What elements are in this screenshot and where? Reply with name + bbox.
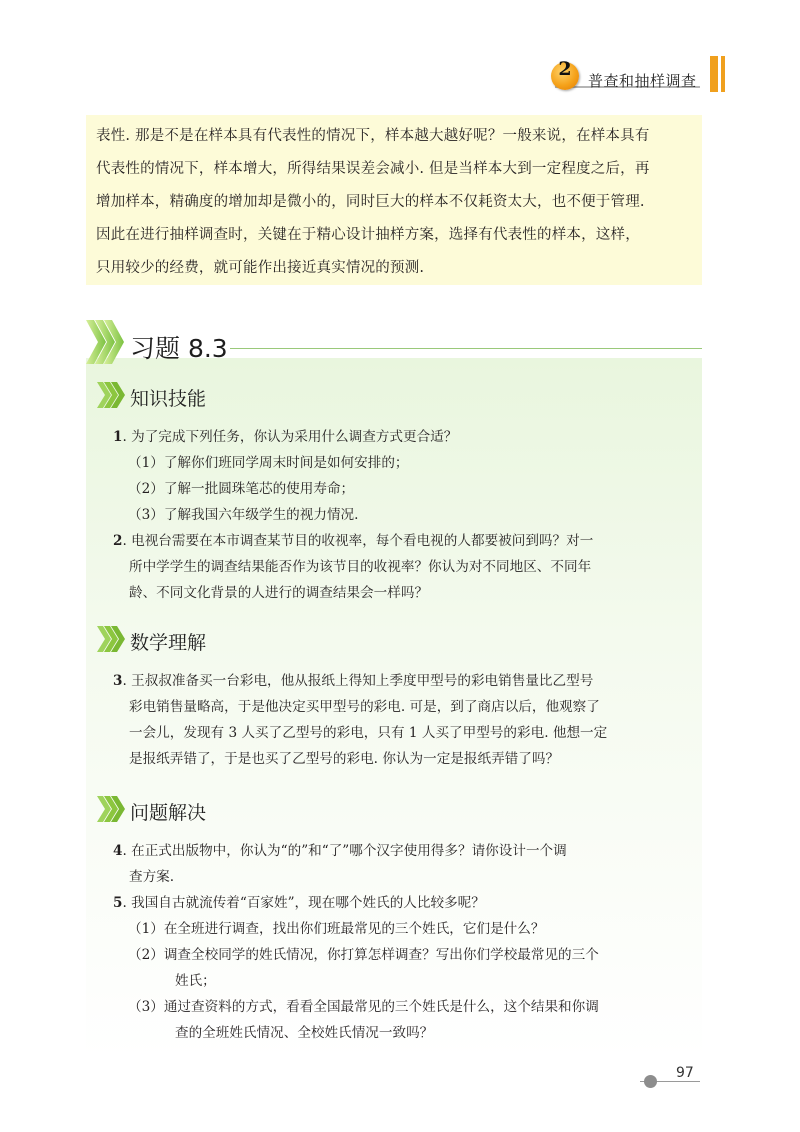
question-text: 为了完成下列任务，你认为采用什么调查方式更合适？: [131, 429, 458, 445]
question-text: 我国自古就流传着“百家姓”，现在哪个姓氏的人比较多呢？: [131, 895, 485, 911]
sub-question: （2）了解一批圆珠笔芯的使用寿命；: [128, 481, 355, 497]
question-text-continued: 一会儿，发现有 3 人买了乙型号的彩电，只有 1 人买了甲型号的彩电. 他想一定: [129, 725, 608, 741]
intro-paragraph: [96, 120, 696, 285]
sub-question: （1）在全班进行调查，找出你们班最常见的三个姓氏，它们是什么？: [128, 921, 545, 937]
intro-line: 增加样本，精确度的增加却是微小的，同时巨大的样本不仅耗资太大，也不便于管理.: [96, 194, 645, 210]
exercise-title: 习题 8.3: [130, 334, 228, 363]
page-dot-icon: [644, 1075, 657, 1088]
sub-question: （2）调查全校同学的姓氏情况，你打算怎样调查？写出你们学校最常见的三个: [128, 947, 599, 963]
question-4: 4. 在正式出版物中，你认为“的”和“了”哪个汉字使用得多？请你设计一个调: [113, 843, 567, 859]
section-title: 问题解决: [130, 802, 207, 824]
exercise-chevrons-icon: [86, 320, 126, 364]
question-text: 电视台需要在本市调查某节目的收视率，每个看电视的人都要被问到吗？对一: [131, 533, 594, 549]
question-number: 2: [113, 533, 123, 549]
page-number: 97: [676, 1065, 694, 1081]
sub-question-continued: 姓氏；: [175, 973, 216, 989]
section-title: 数学理解: [130, 632, 207, 654]
sub-question: （1）了解你们班同学周末时间是如何安排的；: [128, 455, 409, 471]
question-text: 在正式出版物中，你认为“的”和“了”哪个汉字使用得多？请你设计一个调: [131, 843, 567, 859]
header-accent-bar-thin: [721, 56, 725, 92]
chapter-number: 2: [558, 58, 572, 80]
sub-question: （3）了解我国六年级学生的视力情况.: [128, 507, 359, 523]
question-1: 1. 为了完成下列任务，你认为采用什么调查方式更合适？: [113, 429, 458, 445]
question-5: 5. 我国自古就流传着“百家姓”，现在哪个姓氏的人比较多呢？: [113, 895, 485, 911]
question-number: 4: [113, 843, 123, 859]
header-accent-bar: [710, 56, 718, 92]
sub-question: （3）通过查资料的方式，看看全国最常见的三个姓氏是什么，这个结果和你调: [128, 999, 599, 1015]
question-text-continued: 彩电销售量略高，于是他决定买甲型号的彩电. 可是，到了商店以后，他观察了: [129, 699, 600, 715]
intro-line: 因此在进行抽样调查时，关键在于精心设计抽样方案，选择有代表性的样本，这样，: [96, 227, 640, 243]
question-number: 3: [113, 673, 123, 689]
question-number: 1: [113, 429, 123, 445]
intro-line: 表性. 那是不是在样本具有代表性的情况下，样本越大越好呢？一般来说，在样本具有: [96, 128, 650, 144]
section-chevrons-icon: [97, 382, 127, 408]
question-3: 3. 王叔叔准备买一台彩电，他从报纸上得知上季度甲型号的彩电销售量比乙型号: [113, 673, 594, 689]
intro-line: 代表性的情况下，样本增大，所得结果误差会减小. 但是当样本大到一定程度之后，再: [96, 161, 650, 177]
section-chevrons-icon: [97, 626, 127, 652]
question-number: 5: [113, 895, 123, 911]
sub-question-continued: 查的全班姓氏情况、全校姓氏情况一致吗？: [175, 1025, 434, 1041]
section-title: 知识技能: [130, 388, 207, 410]
section-chevrons-icon: [97, 796, 127, 822]
question-2: 2. 电视台需要在本市调查某节目的收视率，每个看电视的人都要被问到吗？对一: [113, 533, 594, 549]
question-text-continued: 查方案.: [129, 869, 175, 885]
exercise-title-rule: [230, 348, 702, 349]
intro-line: 只用较少的经费，就可能作出接近真实情况的预测.: [96, 260, 425, 276]
question-text-continued: 所中学学生的调查结果能否作为该节目的收视率？你认为对不同地区、不同年: [129, 559, 592, 575]
chapter-title: 普查和抽样调查: [588, 72, 697, 90]
question-text-continued: 是报纸弄错了，于是也买了乙型号的彩电. 你认为一定是报纸弄错了吗？: [129, 751, 560, 767]
question-text-continued: 龄、不同文化背景的人进行的调查结果会一样吗？: [129, 585, 429, 601]
question-text: 王叔叔准备买一台彩电，他从报纸上得知上季度甲型号的彩电销售量比乙型号: [131, 673, 594, 689]
